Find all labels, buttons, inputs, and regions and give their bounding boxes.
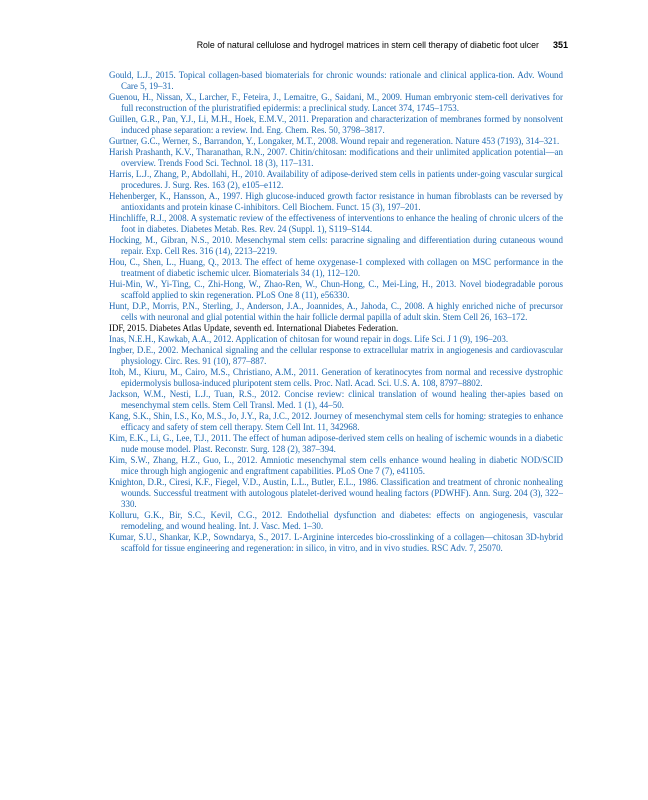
- reference-entry[interactable]: Hinchliffe, R.J., 2008. A systematic review of the effectiveness of interventions to enhance the healing of chronic ulcers of the foot in diabetes. Diabetes Metab. Res. Rev. 24 (Suppl. 1), S119–S144.: [109, 213, 563, 234]
- reference-entry[interactable]: Hunt, D.P., Morris, P.N., Sterling, J., Anderson, J.A., Joannides, A., Jahoda, C., 2008. A highly enriched niche of precursor cells with neuronal and glial potential within the hair follicle dermal papilla of adult skin. Stem Cell 26, 163–172.: [109, 301, 563, 322]
- page-number: 351: [552, 40, 568, 50]
- reference-entry[interactable]: Ingber, D.E., 2002. Mechanical signaling and the cellular response to extracellular matrix in angiogenesis and cardiovascular physiology. Circ. Res. 91 (10), 877–887.: [109, 345, 563, 366]
- reference-entry[interactable]: Kang, S.K., Shin, I.S., Ko, M.S., Jo, J.Y., Ra, J.C., 2012. Journey of mesenchymal stem cells for homing: strategies to enhance efficacy and safety of stem cell therapy. Stem Cell Int. 11, 342968.: [109, 411, 563, 432]
- reference-entry[interactable]: Kumar, S.U., Shankar, K.P., Sowndarya, S., 2017. L-Arginine intercedes bio-crosslinking of a collagen—chitosan 3D-hybrid scaffold for tissue engineering and regeneration: in silico, in vitro, and in vivo studies. RSC Adv. 7, 25070.: [109, 532, 563, 553]
- reference-entry[interactable]: Harish Prashanth, K.V., Tharanathan, R.N., 2007. Chitin/chitosan: modifications and their unlimited application potential—an overview. Trends Food Sci. Technol. 18 (3), 117–131.: [109, 147, 563, 168]
- reference-entry[interactable]: Gurtner, G.C., Werner, S., Barrandon, Y., Longaker, M.T., 2008. Wound repair and regeneration. Nature 453 (7193), 314–321.: [109, 136, 560, 146]
- running-title: Role of natural cellulose and hydrogel matrices in stem cell therapy of diabetic foot ulcer: [196, 40, 539, 50]
- reference-entry[interactable]: Jackson, W.M., Nesti, L.J., Tuan, R.S., 2012. Concise review: clinical translation of wound healing ther-apies based on mesenchymal stem cells. Stem Cell Transl. Med. 1 (1), 44–50.: [109, 389, 563, 410]
- reference-list: [109, 70, 563, 554]
- reference-entry[interactable]: Kim, S.W., Zhang, H.Z., Guo, L., 2012. Amniotic mesenchymal stem cells enhance wound healing in diabetic NOD/SCID mice through high angiogenic and engraftment capabilities. PLoS One 7 (7), e41105.: [109, 455, 563, 476]
- running-header: [100, 40, 568, 54]
- reference-entry[interactable]: Hocking, M., Gibran, N.S., 2010. Mesenchymal stem cells: paracrine signaling and differentiation during cutaneous wound repair. Exp. Cell Res. 316 (14), 2213–2219.: [109, 235, 563, 256]
- reference-entry: IDF, 2015. Diabetes Atlas Update, seventh ed. International Diabetes Federation.: [109, 323, 399, 333]
- reference-entry[interactable]: Guillen, G.R., Pan, Y.J., Li, M.H., Hoek, E.M.V., 2011. Preparation and characterization of membranes formed by nonsolvent induced phase separation: a review. Ind. Eng. Chem. Res. 50, 3798–3817.: [109, 114, 563, 135]
- reference-entry[interactable]: Kim, E.K., Li, G., Lee, T.J., 2011. The effect of human adipose-derived stem cells on healing of ischemic wounds in a diabetic nude mouse model. Plast. Reconstr. Surg. 128 (2), 387–394.: [109, 433, 563, 454]
- reference-entry[interactable]: Hui-Min, W., Yi-Ting, C., Zhi-Hong, W., Zhao-Ren, W., Chun-Hong, C., Mei-Ling, H., 2013. Novel biodegradable porous scaffold applied to skin regeneration. PLoS One 8 (11), e56330.: [109, 279, 563, 300]
- reference-entry[interactable]: Inas, N.E.H., Kawkab, A.A., 2012. Application of chitosan for wound repair in dogs. Life Sci. J 1 (9), 196–203.: [109, 334, 509, 344]
- reference-entry[interactable]: Hehenberger, K., Hansson, A., 1997. High glucose-induced growth factor resistance in human fibroblasts can be reversed by antioxidants and protein kinase C-inhibitors. Cell Biochem. Funct. 15 (3), 197–201.: [109, 191, 563, 212]
- reference-entry[interactable]: Knighton, D.R., Ciresi, K.F., Fiegel, V.D., Austin, L.L., Butler, E.L., 1986. Classification and treatment of chronic nonhealing wounds. Successful treatment with autologous platelet-derived wound healing factors (PDWHF). Ann. Surg. 204 (3), 322–330.: [109, 477, 563, 509]
- reference-entry[interactable]: Hou, C., Shen, L., Huang, Q., 2013. The effect of heme oxygenase-1 complexed with collagen on MSC performance in the treatment of diabetic ischemic ulcer. Biomaterials 34 (1), 112–120.: [109, 257, 563, 278]
- reference-entry[interactable]: Gould, L.J., 2015. Topical collagen-based biomaterials for chronic wounds: rationale and clinical applica-tion. Adv. Wound Care 5, 19–31.: [109, 70, 563, 91]
- reference-entry[interactable]: Kolluru, G.K., Bir, S.C., Kevil, C.G., 2012. Endothelial dysfunction and diabetes: effects on angiogenesis, vascular remodeling, and wound healing. Int. J. Vasc. Med. 1–30.: [109, 510, 563, 531]
- reference-entry[interactable]: Itoh, M., Kiuru, M., Cairo, M.S., Christiano, A.M., 2011. Generation of keratinocytes from normal and recessive dystrophic epidermolysis bullosa-induced pluripotent stem cells. Proc. Natl. Acad. Sci. U.S. A. 108, 8797–8802.: [109, 367, 563, 388]
- reference-entry[interactable]: Guenou, H., Nissan, X., Larcher, F., Feteira, J., Lemaitre, G., Saidani, M., 2009. Human embryonic stem-cell derivatives for full reconstruction of the pluristratified epidermis: a preclinical study. Lancet 374, 1745–1753.: [109, 92, 563, 113]
- reference-entry[interactable]: Harris, L.J., Zhang, P., Abdollahi, H., 2010. Availability of adipose-derived stem cells in patients under-going vascular surgical procedures. J. Surg. Res. 163 (2), e105–e112.: [109, 169, 563, 190]
